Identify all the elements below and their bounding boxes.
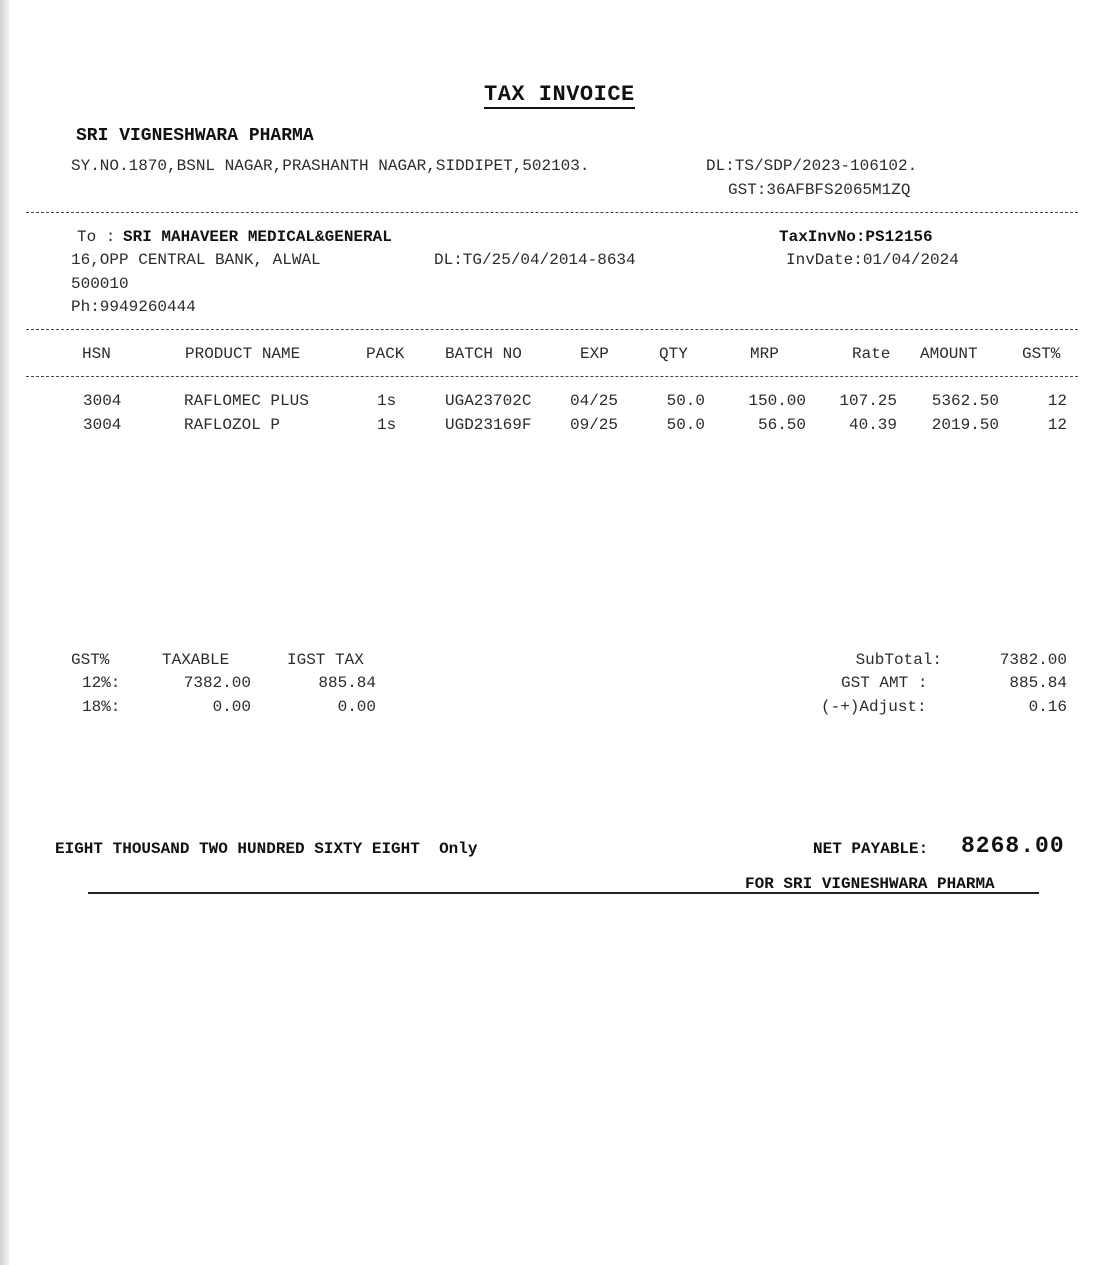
page-left-edge <box>0 0 9 1265</box>
row-product-name: RAFLOZOL P <box>184 416 281 434</box>
tax-row-igst: 885.84 <box>318 674 376 692</box>
header-qty: QTY <box>659 345 688 363</box>
tax-row-igst: 0.00 <box>337 698 376 716</box>
header-product-name: PRODUCT NAME <box>185 345 301 363</box>
divider <box>26 329 1078 330</box>
row-exp: 04/25 <box>570 392 619 410</box>
buyer-to-label: To : <box>77 228 116 246</box>
row-hsn: 3004 <box>83 392 122 410</box>
gst-amt-value: 885.84 <box>1009 674 1067 692</box>
signature-line <box>88 892 1039 894</box>
buyer-name: SRI MAHAVEER MEDICAL&GENERAL <box>123 228 392 246</box>
row-pack: 1s <box>377 392 397 410</box>
header-rate: Rate <box>852 345 891 363</box>
row-qty: 50.0 <box>666 392 705 410</box>
row-amount: 2019.50 <box>931 416 999 434</box>
seller-dl: DL:TS/SDP/2023-106102. <box>706 157 918 175</box>
header-mrp: MRP <box>750 345 779 363</box>
header-gst: GST% <box>1022 345 1061 363</box>
tax-header-taxable: TAXABLE <box>162 651 230 669</box>
tax-row-taxable: 7382.00 <box>183 674 251 692</box>
seller-address: SY.NO.1870,BSNL NAGAR,PRASHANTH NAGAR,SIDDIPET,502103. <box>71 157 590 175</box>
subtotal-value: 7382.00 <box>999 651 1067 669</box>
amount-in-words: EIGHT THOUSAND TWO HUNDRED SIXTY EIGHT Only <box>55 840 478 858</box>
row-mrp: 56.50 <box>757 416 806 434</box>
header-batch-no: BATCH NO <box>445 345 522 363</box>
adjust-label: (-+)Adjust: <box>821 698 927 716</box>
buyer-address: 16,OPP CENTRAL BANK, ALWAL <box>71 251 321 269</box>
net-payable-value: 8268.00 <box>961 833 1065 859</box>
buyer-dl: DL:TG/25/04/2014-8634 <box>434 251 636 269</box>
invoice-title: TAX INVOICE <box>484 82 635 107</box>
row-gst: 12 <box>1047 392 1067 410</box>
divider <box>26 376 1078 377</box>
header-pack: PACK <box>366 345 405 363</box>
adjust-value: 0.16 <box>1028 698 1067 716</box>
row-exp: 09/25 <box>570 416 619 434</box>
tax-row-gst: 18%: <box>82 698 121 716</box>
tax-header-igst: IGST TAX <box>287 651 364 669</box>
row-product-name: RAFLOMEC PLUS <box>184 392 309 410</box>
row-hsn: 3004 <box>83 416 122 434</box>
subtotal-label: SubTotal: <box>855 651 942 669</box>
header-amount: AMOUNT <box>920 345 978 363</box>
invoice-date: InvDate:01/04/2024 <box>786 251 959 269</box>
row-rate: 40.39 <box>848 416 897 434</box>
row-rate: 107.25 <box>839 392 897 410</box>
row-gst: 12 <box>1047 416 1067 434</box>
tax-row-taxable: 0.00 <box>212 698 251 716</box>
divider <box>26 212 1078 213</box>
buyer-pincode: 500010 <box>71 275 129 293</box>
buyer-phone: Ph:9949260444 <box>71 298 196 316</box>
gst-amt-label: GST AMT : <box>841 674 928 692</box>
row-qty: 50.0 <box>666 416 705 434</box>
tax-row-gst: 12%: <box>82 674 121 692</box>
signature-label: FOR SRI VIGNESHWARA PHARMA <box>745 875 995 893</box>
seller-name: SRI VIGNESHWARA PHARMA <box>76 126 314 146</box>
tax-invoice-number: TaxInvNo:PS12156 <box>779 228 933 246</box>
header-exp: EXP <box>580 345 609 363</box>
seller-gst: GST:36AFBFS2065M1ZQ <box>728 181 911 199</box>
row-pack: 1s <box>377 416 397 434</box>
net-payable-label: NET PAYABLE: <box>813 840 929 858</box>
row-batch-no: UGA23702C <box>445 392 532 410</box>
row-amount: 5362.50 <box>931 392 999 410</box>
row-batch-no: UGD23169F <box>445 416 532 434</box>
tax-header-gst: GST% <box>71 651 110 669</box>
header-hsn: HSN <box>82 345 111 363</box>
row-mrp: 150.00 <box>748 392 806 410</box>
